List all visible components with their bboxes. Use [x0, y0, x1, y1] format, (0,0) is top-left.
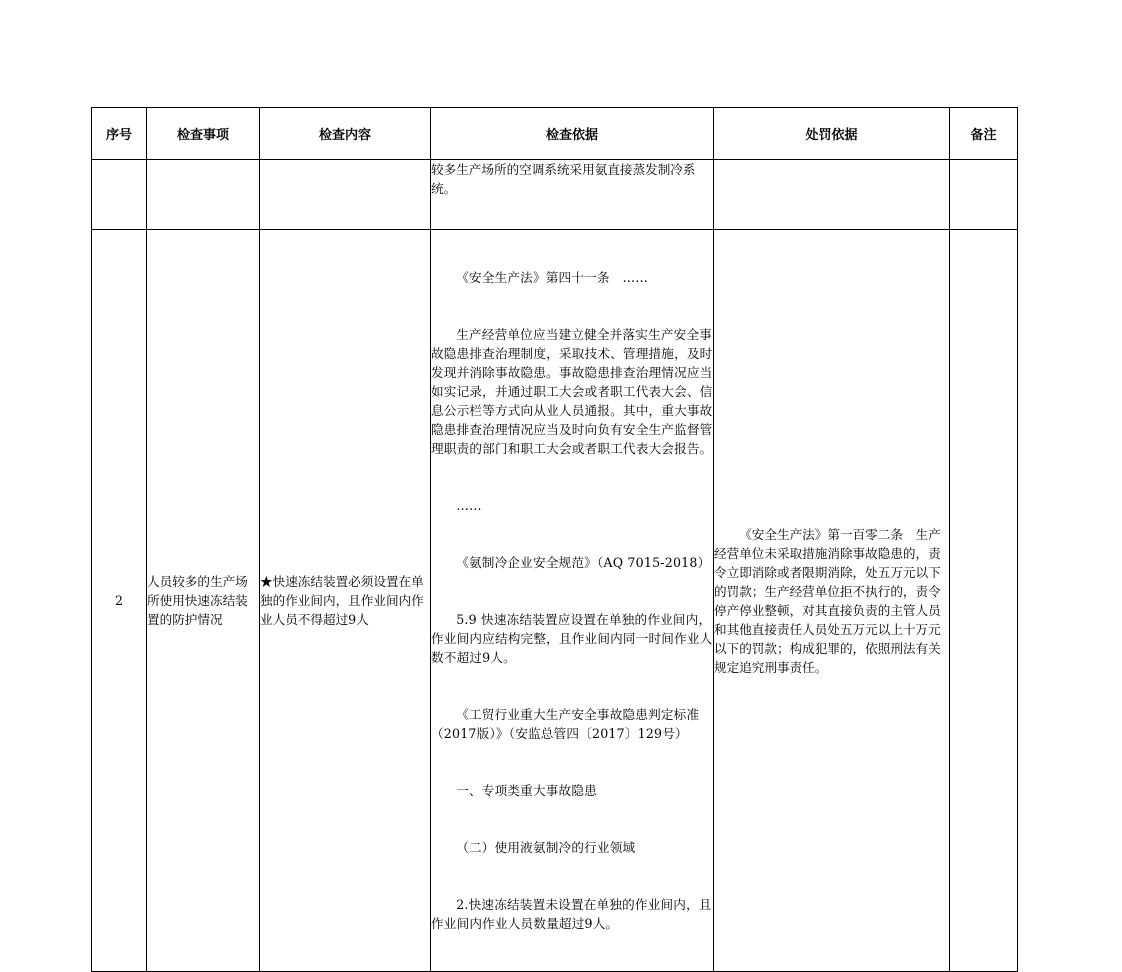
row-basis	[431, 230, 714, 972]
header-penalty: 处罚依据	[714, 108, 950, 160]
cell-empty	[950, 160, 1018, 230]
header-row	[92, 108, 1018, 160]
row-remark	[950, 230, 1018, 972]
row-penalty	[714, 230, 950, 972]
basis-standard-title: 《氨制冷企业安全规范》（AQ 7015-2018）	[456, 555, 711, 570]
inspection-table	[91, 107, 1018, 972]
header-content: 检查内容	[260, 108, 431, 160]
header-remark: 备注	[950, 108, 1018, 160]
penalty-text: 《安全生产法》第一百零二条 生产经营单位未采取措施消除事故隐患的，责令立即消除或者限期消除，处五万元以下的罚款；生产经营单位拒不执行的，责令停产停业整顿，对其直接负责的主管人员和其他直接责任人员处五万元以上十万元以下的罚款；构成犯罪的，依照刑法有关规定追究刑事责任。	[714, 526, 941, 675]
basis-ellipsis: ……	[456, 498, 482, 513]
table-row	[92, 230, 1018, 972]
header-item: 检查事项	[147, 108, 260, 160]
basis-criteria-section: 一、专项类重大事故隐患	[456, 783, 597, 798]
continued-basis-cell	[431, 160, 714, 230]
cell-empty	[714, 160, 950, 230]
cell-empty	[147, 160, 260, 230]
basis-law-text: 生产经营单位应当建立健全并落实生产安全事故隐患排查治理制度，采取技术、管理措施，及时发现并消除事故隐患。事故隐患排查治理情况应当如实记录，并通过职工大会或者职工代表大会、信息公示栏等方式向从业人员通报。其中，重大事故隐患排查治理情况应当及时向负有安全生产监督管理职责的部门和职工大会或者职工代表大会报告。	[431, 327, 713, 456]
row-number: 2	[92, 230, 147, 972]
basis-law-title: 《安全生产法》第四十一条 ……	[456, 270, 649, 285]
continued-basis-text: 较多生产场所的空调系统采用氨直接蒸发制冷系统。	[431, 162, 696, 196]
header-basis: 检查依据	[431, 108, 714, 160]
row-item: 人员较多的生产场所使用快速冻结装置的防护情况	[147, 230, 260, 972]
basis-criteria-title: 《工贸行业重大生产安全事故隐患判定标准（2017版）》（安监总管四〔2017〕129号）	[431, 707, 700, 741]
row-content: ★快速冻结装置必须设置在单独的作业间内，且作业间内作业人员不得超过9人	[260, 230, 431, 972]
basis-standard-text: 5.9 快速冻结装置应设置在单独的作业间内，作业间内应结构完整，且作业间内同一时间作业人数不超过9人。	[431, 612, 713, 665]
basis-criteria-subsection: （二）使用液氨制冷的行业领域	[456, 840, 636, 855]
table-row-continued	[92, 160, 1018, 230]
basis-criteria-item: 2.快速冻结装置未设置在单独的作业间内，且作业间内作业人员数量超过9人。	[431, 897, 712, 931]
header-number: 序号	[92, 108, 147, 160]
cell-empty	[260, 160, 431, 230]
cell-empty	[92, 160, 147, 230]
